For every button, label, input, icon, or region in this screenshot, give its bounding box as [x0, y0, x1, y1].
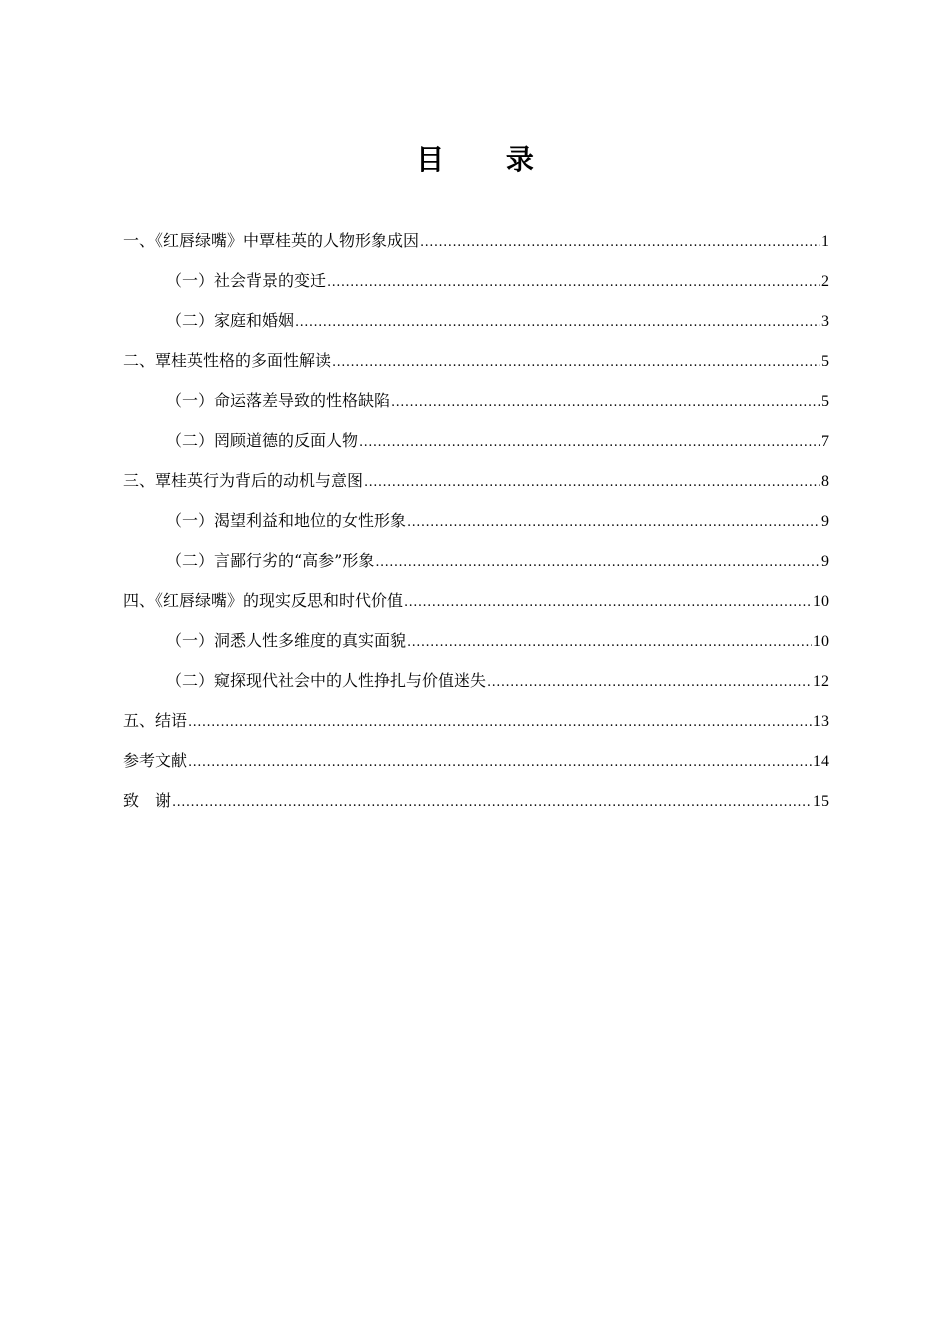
toc-entry[interactable]: [123, 421, 829, 461]
toc-entry[interactable]: [123, 341, 829, 381]
toc-dot-leader: [332, 343, 820, 383]
toc-entry[interactable]: [123, 381, 829, 421]
toc-dot-leader: [364, 463, 820, 503]
toc-entry-page: 10: [813, 633, 829, 650]
toc-entry-page: 1: [821, 233, 829, 250]
toc-entry-label: （一）渴望利益和地位的女性形象: [166, 511, 407, 530]
toc-entry-label: （一）命运落差导致的性格缺陷: [166, 391, 391, 410]
toc-dot-leader: [391, 383, 820, 423]
toc-dot-leader: [172, 783, 812, 823]
toc-entry-page: 3: [821, 313, 829, 330]
toc-entry[interactable]: [123, 701, 829, 741]
toc-entry-page: 7: [821, 433, 829, 450]
toc-entry-page: 5: [821, 393, 829, 410]
toc-entry-page: 9: [821, 553, 829, 570]
toc-entry-page: 2: [821, 273, 829, 290]
toc-dot-leader: [420, 223, 820, 263]
toc-entry-page: 15: [813, 793, 829, 810]
toc-entry[interactable]: [123, 661, 829, 701]
toc-entry-label: （一）社会背景的变迁: [166, 271, 327, 290]
toc-entry-label: 参考文献: [123, 751, 188, 770]
toc-entry-page: 9: [821, 513, 829, 530]
toc-title: 目 录: [416, 143, 560, 176]
toc-entry-label: （二）家庭和婚姻: [166, 311, 295, 330]
toc-entry[interactable]: [123, 261, 829, 301]
toc-list: [123, 221, 829, 821]
toc-dot-leader: [407, 503, 820, 543]
toc-entry-page: 13: [813, 713, 829, 730]
toc-entry-label: 二、覃桂英性格的多面性解读: [123, 351, 332, 370]
toc-dot-leader: [404, 583, 812, 623]
toc-dot-leader: [407, 623, 812, 663]
toc-dot-leader: [375, 543, 820, 583]
toc-entry[interactable]: [123, 581, 829, 621]
toc-entry-page: 14: [813, 753, 829, 770]
toc-dot-leader: [295, 303, 820, 343]
toc-entry-label: （二）罔顾道德的反面人物: [166, 431, 359, 450]
toc-dot-leader: [327, 263, 820, 303]
toc-entry[interactable]: [123, 781, 829, 821]
toc-dot-leader: [359, 423, 820, 463]
toc-entry[interactable]: [123, 741, 829, 781]
toc-entry[interactable]: [123, 501, 829, 541]
toc-dot-leader: [188, 703, 812, 743]
toc-entry[interactable]: [123, 301, 829, 341]
toc-entry[interactable]: [123, 221, 829, 261]
toc-entry[interactable]: [123, 541, 829, 581]
toc-entry-label: 五、结语: [123, 711, 188, 730]
toc-entry-page: 12: [813, 673, 829, 690]
toc-entry-page: 5: [821, 353, 829, 370]
toc-entry-label: （二）言鄙行劣的“高参”形象: [166, 551, 375, 570]
toc-dot-leader: [487, 663, 812, 703]
toc-entry-label: 一、《红唇绿嘴》中覃桂英的人物形象成因: [123, 231, 420, 250]
toc-entry-label: （一）洞悉人性多维度的真实面貌: [166, 631, 407, 650]
toc-entry[interactable]: [123, 621, 829, 661]
toc-entry-label: 三、覃桂英行为背后的动机与意图: [123, 471, 364, 490]
toc-dot-leader: [188, 743, 812, 783]
toc-entry-page: 10: [813, 593, 829, 610]
toc-entry-label: 致 谢: [123, 791, 172, 810]
toc-entry[interactable]: [123, 461, 829, 501]
toc-entry-label: 四、《红唇绿嘴》的现实反思和时代价值: [123, 591, 404, 610]
toc-entry-label: （二）窥探现代社会中的人性挣扎与价值迷失: [166, 671, 487, 690]
toc-entry-page: 8: [821, 473, 829, 490]
